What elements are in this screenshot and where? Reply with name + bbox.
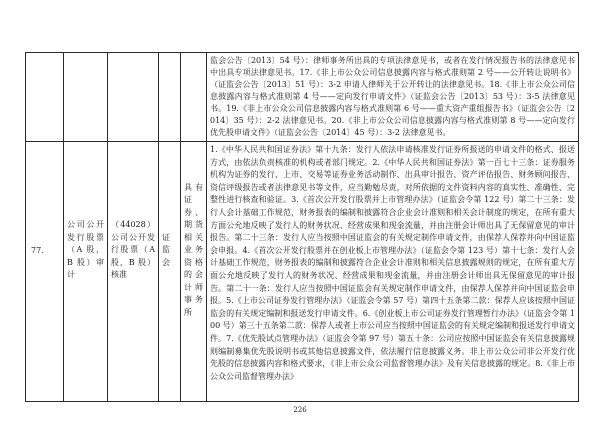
- service-provider: 具有证券、期货相关业务资格的会计师事务所: [181, 142, 207, 402]
- service-item: 公司公开发行股票（A 股，B 股）审计: [64, 142, 108, 402]
- sub-item-cell-empty: [108, 53, 159, 142]
- basis-cell-continued: 监会公告〔2013〕54 号）：律师事务所出具的专项法律意见书，或者在发行情况报告书的法律意见书中出具专项法律意见书。17.《非上市公众公司信息披露内容与格式准则第 2 号——公开转让说明书》（证监会公告〔2013〕51 号）：3-2 申请人律师关于公开转让的法律意见书。18.《非上市公众公司信息披露内容与格式准则第 4 号——定向发行申请文件》（证监会公告〔2013〕53 号）：3-5 法律意见书。19.《非上市公众公司信息披露内容与格式准则第 6 号——重大资产重组报告书》（证监会公告〔2014〕35 号）：2-2 法律意见书。20.《非上市公众公司信息披露内容与格式准则第 8 号——定向发行优先股申请文件》（证监会公告〔2014〕45 号）：3-2 法律意见书。: [207, 53, 579, 142]
- item-cell-empty: [64, 53, 108, 142]
- row-index: 77.: [26, 142, 64, 402]
- table-row-continued: [26, 53, 579, 142]
- page-number: 226: [293, 406, 307, 414]
- provider-cell-empty: [181, 53, 207, 142]
- index-cell-empty: [26, 53, 64, 142]
- table-row: [26, 142, 579, 402]
- legal-basis: 1.《中华人民共和国证券法》第十九条：发行人依法申请核准发行证券所报送的申请文件的格式、报送方式，由依法负责核准的机构或者部门规定。2.《中华人民共和国证券法》第一百七十三条：证券服务机构为证券的发行、上市、交易等证券业务活动制作、出具审计报告、资产评估报告、财务顾问报告、资信评级报告或者法律意见书等文件，应当勤勉尽责，对所依据的文件资料内容的真实性、准确性、完整性进行核查和验证。3.《首次公开发行股票并上市管理办法》（证监会令第 122 号）第二十三条：发行人会计基础工作规范，财务报表的编制和披露符合企业会计准则和相关会计制度的规定，在所有重大方面公允地反映了发行人的财务状况、经营成果和现金流量，并由注册会计师出具了无保留意见的审计报告。第二十三条：发行人应当按照中国证监会的有关规定制作申请文件，由保荐人保荐并向中国证监会申报。4.《首次公开发行股票并在创业板上市管理办法》（证监会令第 123 号）第十七条：发行人会计基础工作规范，财务报表的编制和披露符合企业会计准则和相关信息披露规则的规定，在所有重大方面公允地反映了发行人的财务状况、经营成果和现金流量，并由注册会计师出具无保留意见的审计报告。第二十一条：发行人应当按照中国证监会有关规定制作申请文件，由保荐人保荐并向中国证监会申报。5.《上市公司证券发行管理办法》（证监会令第 57 号）第四十五条第二款：保荐人应该按照中国证监会的有关规定编制和报送发行申请文件。6.《创业板上市公司证券发行管理暂行办法》（证监会令第 100 号）第三十五条第二款：保荐人或者上市公司应当按照中国证监会的有关规定编制和报送发行申请文件。7.《优先股试点管理办法》（证监会令第 97 号）第五十条：公司应按照中国证监会有关信息披露规则编制募集优先股说明书或其他信息披露文件，依法履行信息披露义务。非上市公众公司非公开发行优先股的信息披露内容和格式要求，《非上市公众公司监督管理办法》及有关信息披露的规定。8.《非上市公众公司监督管理办法》: [207, 142, 579, 402]
- regulation-table: [25, 52, 579, 402]
- authority: 证监会: [159, 142, 181, 402]
- approval-item: （44028）公司公开发行股票（A 股，B 股）核准: [108, 142, 159, 402]
- authority-cell-empty: [159, 53, 181, 142]
